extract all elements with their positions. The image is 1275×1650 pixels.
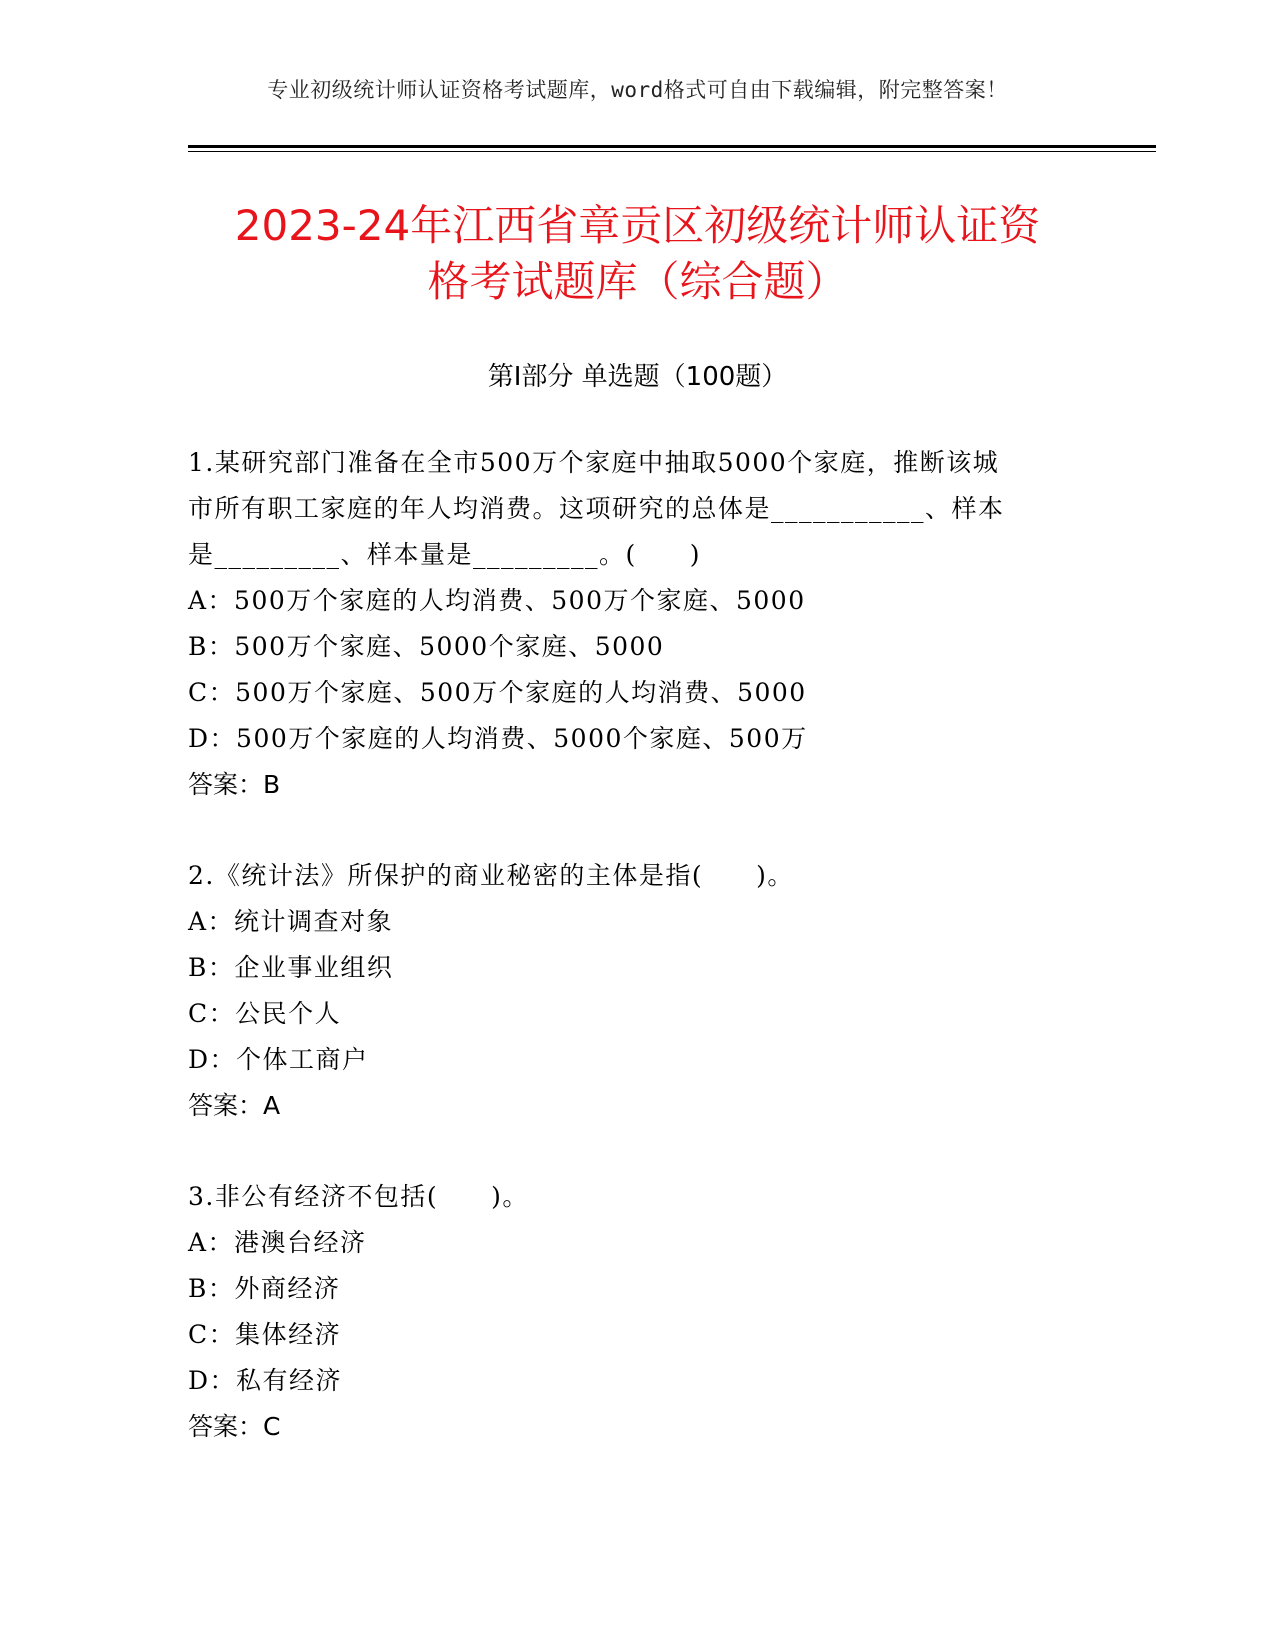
option-a: A：港澳台经济 — [188, 1228, 367, 1257]
section-heading: 第Ⅰ部分 单选题（100题） — [487, 362, 788, 392]
question-3 — [188, 1174, 1088, 1450]
question-list — [188, 440, 1088, 1495]
document-title — [170, 198, 1105, 310]
option-b: B：500万个家庭、5000个家庭、5000 — [188, 632, 665, 661]
option-d: D：私有经济 — [188, 1366, 343, 1395]
option-d: D：个体工商户 — [188, 1045, 369, 1074]
answer: 答案：A — [188, 1091, 281, 1120]
question-1 — [188, 440, 1088, 808]
option-d: D：500万个家庭的人均消费、5000个家庭、500万 — [188, 724, 808, 753]
option-c: C：公民个人 — [188, 999, 342, 1028]
option-a: A：统计调查对象 — [188, 907, 394, 936]
question-stem-line: 1.某研究部门准备在全市500万个家庭中抽取5000个家庭，推断该城 — [188, 448, 1000, 477]
option-b: B：企业事业组织 — [188, 953, 394, 982]
question-stem-line: 3.非公有经济不包括( )。 — [188, 1182, 529, 1211]
answer: 答案：C — [188, 1412, 281, 1441]
header-rule-thick — [188, 145, 1156, 148]
option-c: C：集体经济 — [188, 1320, 342, 1349]
option-b: B：外商经济 — [188, 1274, 341, 1303]
question-stem-line: 2.《统计法》所保护的商业秘密的主体是指( )。 — [188, 861, 794, 890]
question-2 — [188, 853, 1088, 1129]
option-a: A：500万个家庭的人均消费、500万个家庭、5000 — [188, 586, 806, 615]
header-rule-thin — [188, 151, 1156, 152]
title-line-1: 2023-24年江西省章贡区初级统计师认证资 — [234, 201, 1041, 250]
title-line-2: 格考试题库（综合题） — [427, 257, 848, 306]
question-stem-line: 是_________、样本量是_________。( ) — [188, 540, 702, 569]
option-c: C：500万个家庭、500万个家庭的人均消费、5000 — [188, 678, 807, 707]
header-note: 专业初级统计师认证资格考试题库，word格式可自由下载编辑，附完整答案！ — [267, 78, 1008, 102]
question-stem-line: 市所有职工家庭的年人均消费。这项研究的总体是___________、样本 — [188, 494, 1005, 523]
answer: 答案：B — [188, 770, 281, 799]
